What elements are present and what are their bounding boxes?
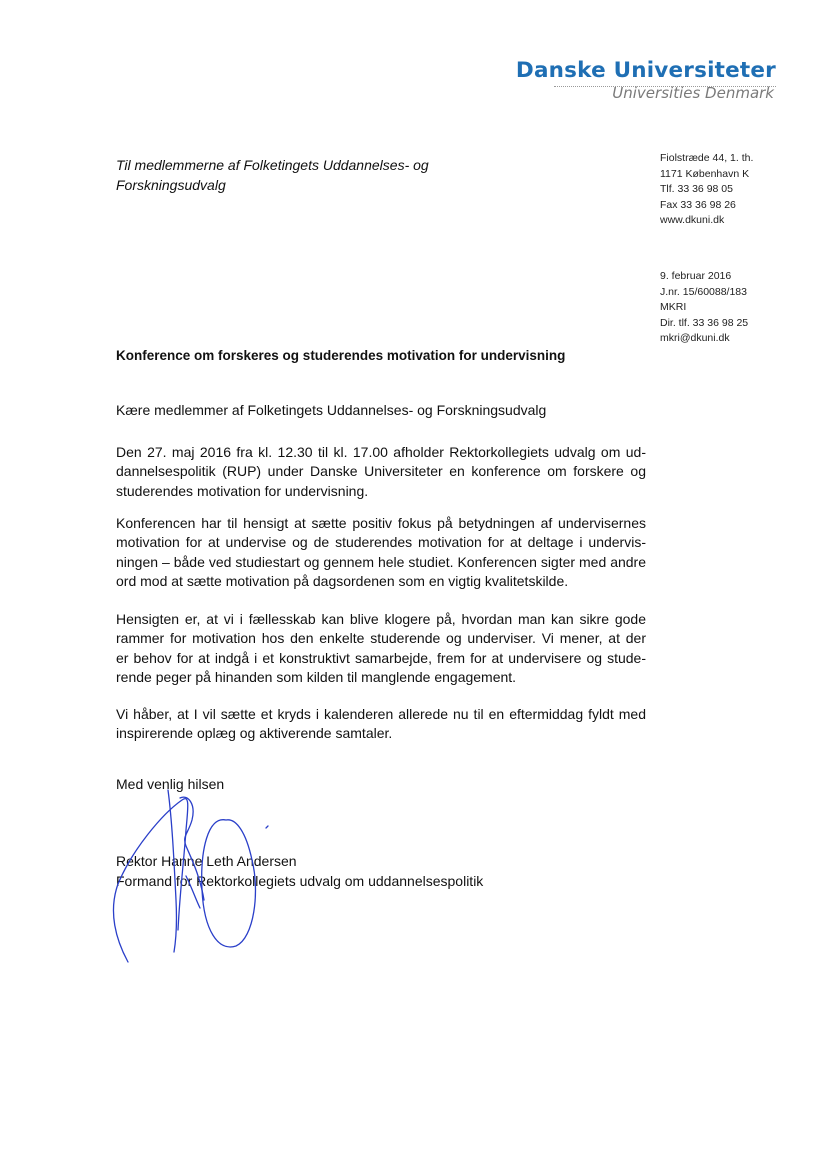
logo-subtitle: Universities Denmark <box>612 84 774 102</box>
journal-number: J.nr. 15/60088/183 <box>660 285 747 298</box>
paragraph-line: Vi håber, at I vil sætte et kryds i kalenderen allerede nu til en eftermiddag fyldt med <box>116 706 646 722</box>
paragraph-line: ningen – både ved studiestart og gennem hele studiet. Konferencen sigter med andre <box>116 553 646 570</box>
recipient-block <box>116 155 516 195</box>
reference-block <box>660 269 748 347</box>
address-phone: Tlf. 33 36 98 05 <box>660 183 733 195</box>
paragraph-line: ord mod at sætte motivation på dagsordenen som en vigtig kvalitetskilde. <box>116 573 569 590</box>
closing-phrase: Med venlig hilsen <box>116 776 225 792</box>
body-paragraph <box>116 443 646 501</box>
paragraph-line: motivation for at undervise og de studerendes motivation for at deltage i undervis- <box>116 534 646 551</box>
signature-stroke <box>266 826 268 828</box>
signatory-title: Formand for Rektorkollegiets udvalg om uddannelsespolitik <box>116 873 484 889</box>
author-email: mkri@dkuni.dk <box>660 332 730 344</box>
paragraph-line: rende peger på hinanden som kilden til manglende engagement. <box>116 669 517 686</box>
signatory-block <box>116 851 483 891</box>
sender-address <box>660 151 753 229</box>
direct-phone: Dir. tlf. 33 36 98 25 <box>660 316 749 329</box>
letter-subject: Konference om forskeres og studerendes motivation for undervisning <box>116 348 566 363</box>
signatory-name: Rektor Hanne Leth Andersen <box>116 853 297 869</box>
letter-date: 9. februar 2016 <box>660 270 732 282</box>
body-paragraph <box>116 705 646 744</box>
address-website: www.dkuni.dk <box>660 214 725 226</box>
address-street: Fiolstræde 44, 1. th. <box>660 152 754 164</box>
paragraph-line: dannelsespolitik (RUP) under Danske Universiteter en konference om forskere og <box>116 463 646 480</box>
paragraph-line: Hensigten er, at vi i fællesskab kan blive klogere på, hvordan man kan sikre gode <box>116 611 646 627</box>
paragraph-line: studerendes motivation for undervisning. <box>116 482 369 499</box>
body-paragraph <box>116 514 646 592</box>
salutation: Kære medlemmer af Folketingets Uddannelses- og Forskningsudvalg <box>116 402 547 418</box>
author-initials: MKRI <box>660 301 687 313</box>
paragraph-line: Konferencen har til hensigt at sætte positiv fokus på betydningen af undervisernes <box>116 515 646 531</box>
recipient-line: Forskningsudvalg <box>116 177 226 193</box>
paragraph-line: inspirerende oplæg og aktiverende samtaler. <box>116 725 393 742</box>
paragraph-line: rammer for motivation hos den enkelte studerende og underviser. Vi mener, at der <box>116 630 646 647</box>
paragraph-line: Den 27. maj 2016 fra kl. 12.30 til kl. 17.00 afholder Rektorkollegiets udvalg om ud- <box>116 444 646 460</box>
recipient-line: Til medlemmerne af Folketingets Uddannelses- og <box>116 157 429 173</box>
paragraph-line: er behov for at indgå i et konstruktivt samarbejde, frem for at undervisere og stude- <box>116 649 646 666</box>
organization-logo <box>515 58 776 106</box>
address-fax: Fax 33 36 98 26 <box>660 198 736 211</box>
address-city: 1171 København K <box>660 167 750 180</box>
logo-name: Danske Universiteter <box>515 58 776 83</box>
body-paragraph <box>116 610 646 688</box>
